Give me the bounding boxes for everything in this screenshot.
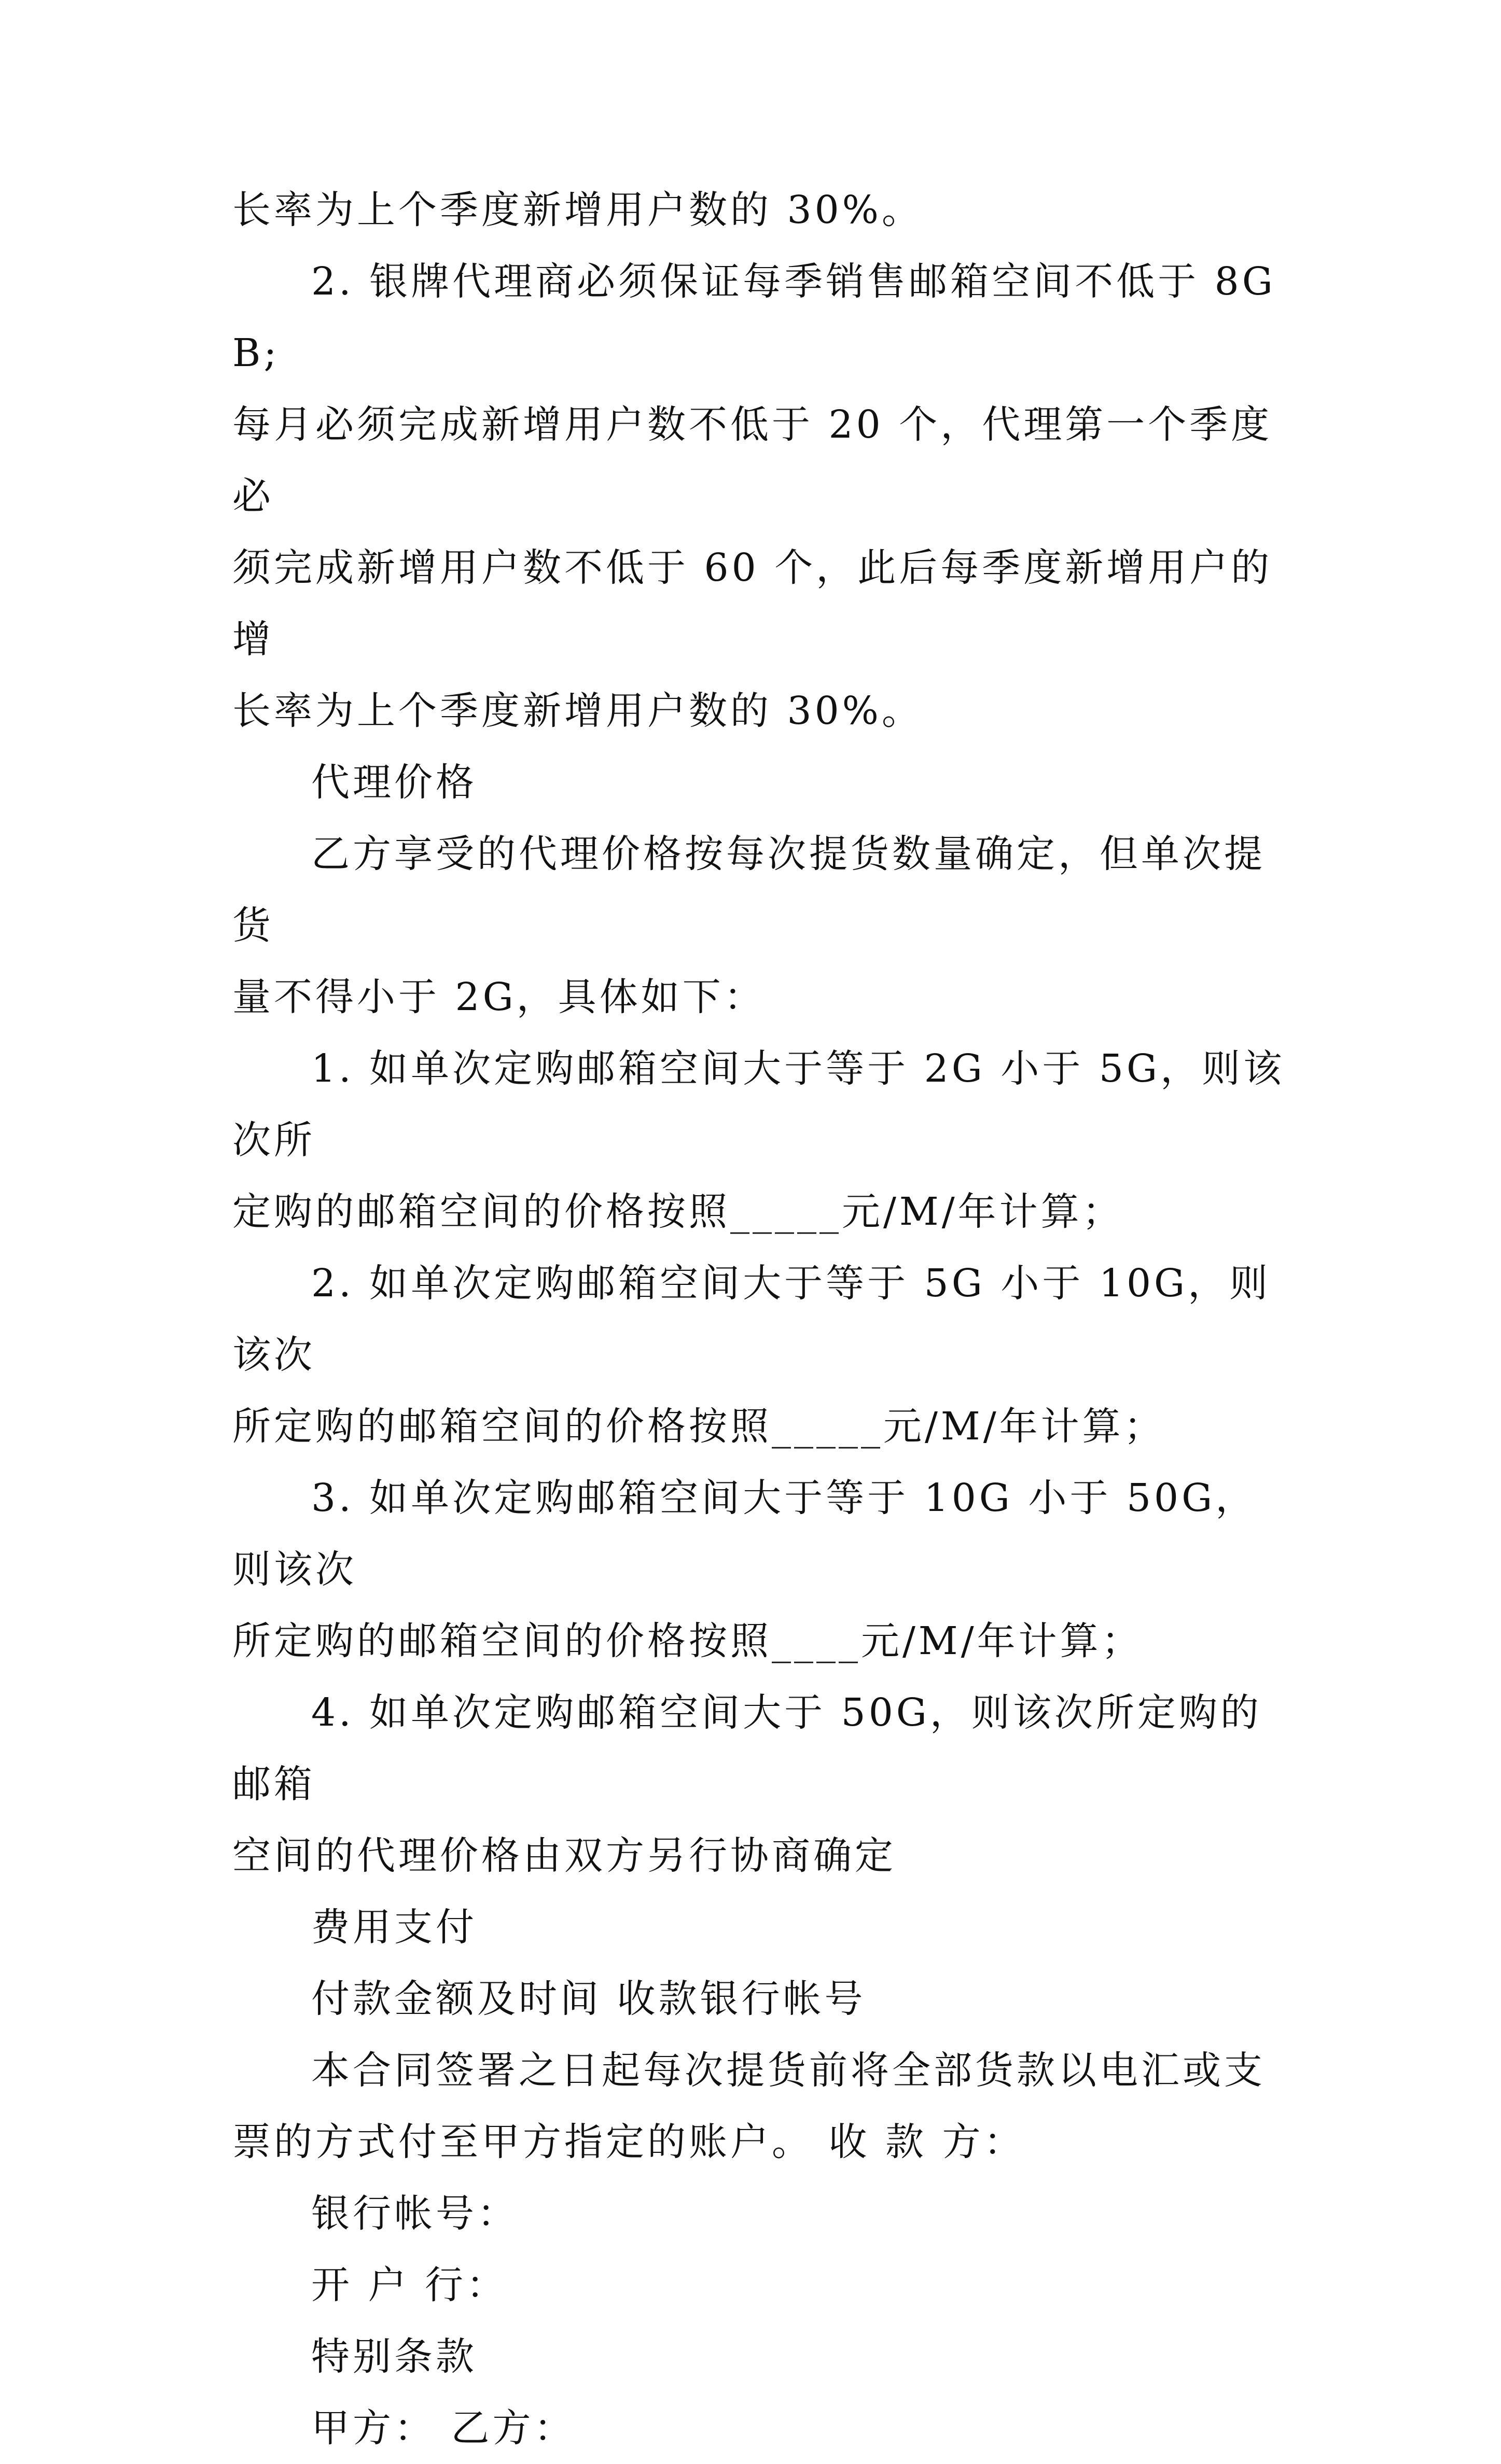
text-line: 付款金额及时间 收款银行帐号 — [311, 1977, 866, 2021]
text-line: 3. 如单次定购邮箱空间大于等于 10G 小于 50G，则该次 — [232, 1476, 1257, 1592]
text-line: 银行帐号： — [311, 2191, 519, 2236]
text-line: 须完成新增用户数不低于 60 个，此后每季度新增用户的增 — [232, 545, 1273, 662]
text-line: 2. 银牌代理商必须保证每季销售邮箱空间不低于 8GB; — [232, 259, 1276, 375]
text-line: 量不得小于 2G，具体如下： — [232, 975, 766, 1019]
text-line: 定购的邮箱空间的价格按照_____元/M/年计算； — [232, 1189, 1124, 1234]
text-line: 长率为上个季度新增用户数的 30%。 — [232, 188, 923, 232]
text-line: 空间的代理价格由双方另行协商确定 — [232, 1833, 896, 1878]
text-line: 开 户 行： — [311, 2263, 508, 2307]
text-line: 本合同签署之日起每次提货前将全部货款以电汇或支 — [311, 2048, 1266, 2093]
text-line: 每月必须完成新增用户数不低于 20 个，代理第一个季度必 — [232, 402, 1273, 519]
signature-line: 甲方： 乙方： — [311, 2406, 576, 2451]
text-line: 乙方享受的代理价格按每次提货数量确定，但单次提货 — [232, 832, 1266, 948]
text-line: 1. 如单次定购邮箱空间大于等于 2G 小于 5G，则该次所 — [232, 1046, 1285, 1163]
text-line: 4. 如单次定购邮箱空间大于 50G，则该次所定购的邮箱 — [232, 1690, 1262, 1807]
text-line: 所定购的邮箱空间的价格按照____元/M/年计算； — [232, 1619, 1143, 1663]
text-line: 票的方式付至甲方指定的账户。 收 款 方： — [232, 2120, 1025, 2164]
section-heading: 代理价格 — [311, 760, 477, 805]
text-line: 长率为上个季度新增用户数的 30%。 — [232, 689, 923, 733]
document-body — [232, 174, 1285, 2464]
text-line: 所定购的邮箱空间的价格按照_____元/M/年计算； — [232, 1404, 1165, 1449]
section-heading: 费用支付 — [311, 1905, 477, 1950]
section-heading: 特别条款 — [311, 2334, 477, 2379]
text-line: 2. 如单次定购邮箱空间大于等于 5G 小于 10G，则该次 — [232, 1261, 1271, 1377]
